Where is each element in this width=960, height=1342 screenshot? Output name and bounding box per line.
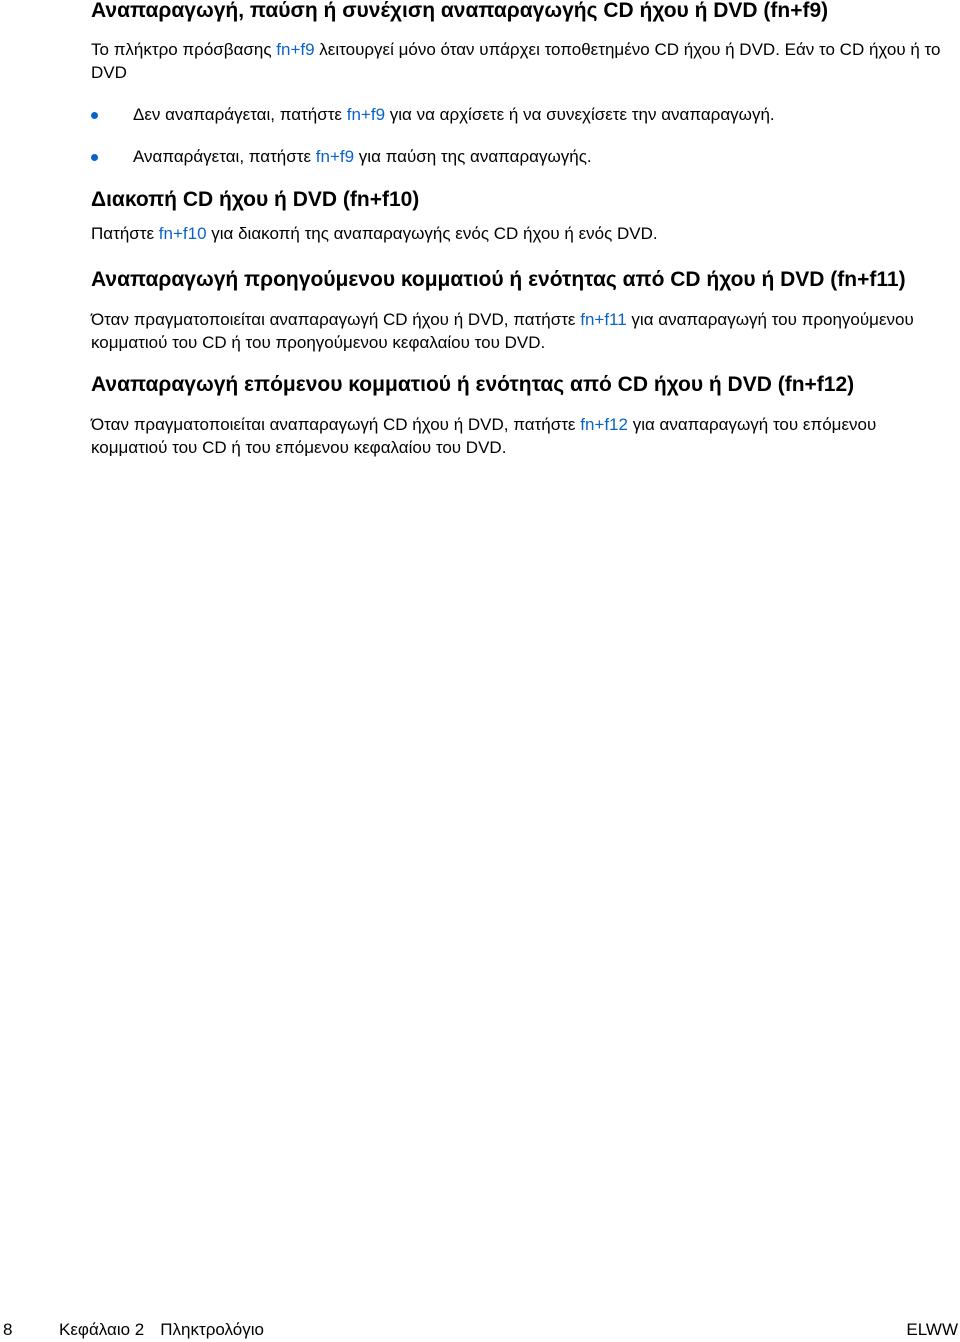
chapter-title: Πληκτρολόγιο (160, 1320, 264, 1339)
list-item: Δεν αναπαράγεται, πατήστε fn+f9 για να αρχίσετε ή να συνεχίσετε την αναπαραγωγή. (91, 103, 951, 126)
document-content (91, 0, 951, 459)
section-heading-next-track: Αναπαραγωγή επόμενου κομματιού ή ενότητας από CD ήχου ή DVD (fn+f12) (91, 373, 855, 396)
hotkey-fn-f9: fn+f9 (276, 40, 315, 59)
chapter-label: Κεφάλαιο 2 Πληκτρολόγιο (59, 1320, 264, 1339)
hotkey-fn-f11: fn+f11 (580, 310, 627, 329)
bullet-dot-icon (91, 112, 98, 119)
section-paragraph-stop: Πατήστε fn+f10 για διακοπή της αναπαραγωγής ενός CD ήχου ή ενός DVD. (91, 224, 658, 243)
section-heading-stop: Διακοπή CD ήχου ή DVD (fn+f10) (91, 188, 420, 211)
page-footer (0, 1318, 960, 1342)
document-code: ELWW (906, 1320, 958, 1339)
hotkey-fn-f12: fn+f12 (580, 415, 628, 434)
bullet-list-play-pause (91, 103, 951, 168)
hotkey-fn-f10: fn+f10 (158, 224, 207, 243)
bullet-dot-icon (91, 154, 98, 161)
section-paragraph-play-pause-intro: Το πλήκτρο πρόσβασης fn+f9 λειτουργεί μόνο όταν υπάρχει τοποθετημένο CD ήχου ή DVD. Εάν το CD ήχου ή το DVD (91, 40, 941, 82)
page-number: 8 (3, 1320, 13, 1339)
section-paragraph-previous-track: Όταν πραγματοποιείται αναπαραγωγή CD ήχου ή DVD, πατήστε fn+f11 για αναπαραγωγή του προηγούμενου κομματιού του CD ή του προηγούμενου κεφαλαίου του DVD. (91, 310, 914, 352)
section-paragraph-next-track: Όταν πραγματοποιείται αναπαραγωγή CD ήχου ή DVD, πατήστε fn+f12 για αναπαραγωγή του επόμενου κομματιού του CD ή του επόμενου κεφαλαίου του DVD. (91, 415, 877, 457)
hotkey-fn-f9: fn+f9 (315, 147, 355, 166)
section-heading-previous-track: Αναπαραγωγή προηγούμενου κομματιού ή ενότητας από CD ήχου ή DVD (fn+f11) (91, 268, 906, 291)
hotkey-fn-f9: fn+f9 (346, 105, 386, 124)
list-item: Αναπαράγεται, πατήστε fn+f9 για παύση της αναπαραγωγής. (91, 145, 951, 168)
section-heading-play-pause: Αναπαραγωγή, παύση ή συνέχιση αναπαραγωγής CD ήχου ή DVD (fn+f9) (91, 0, 829, 22)
